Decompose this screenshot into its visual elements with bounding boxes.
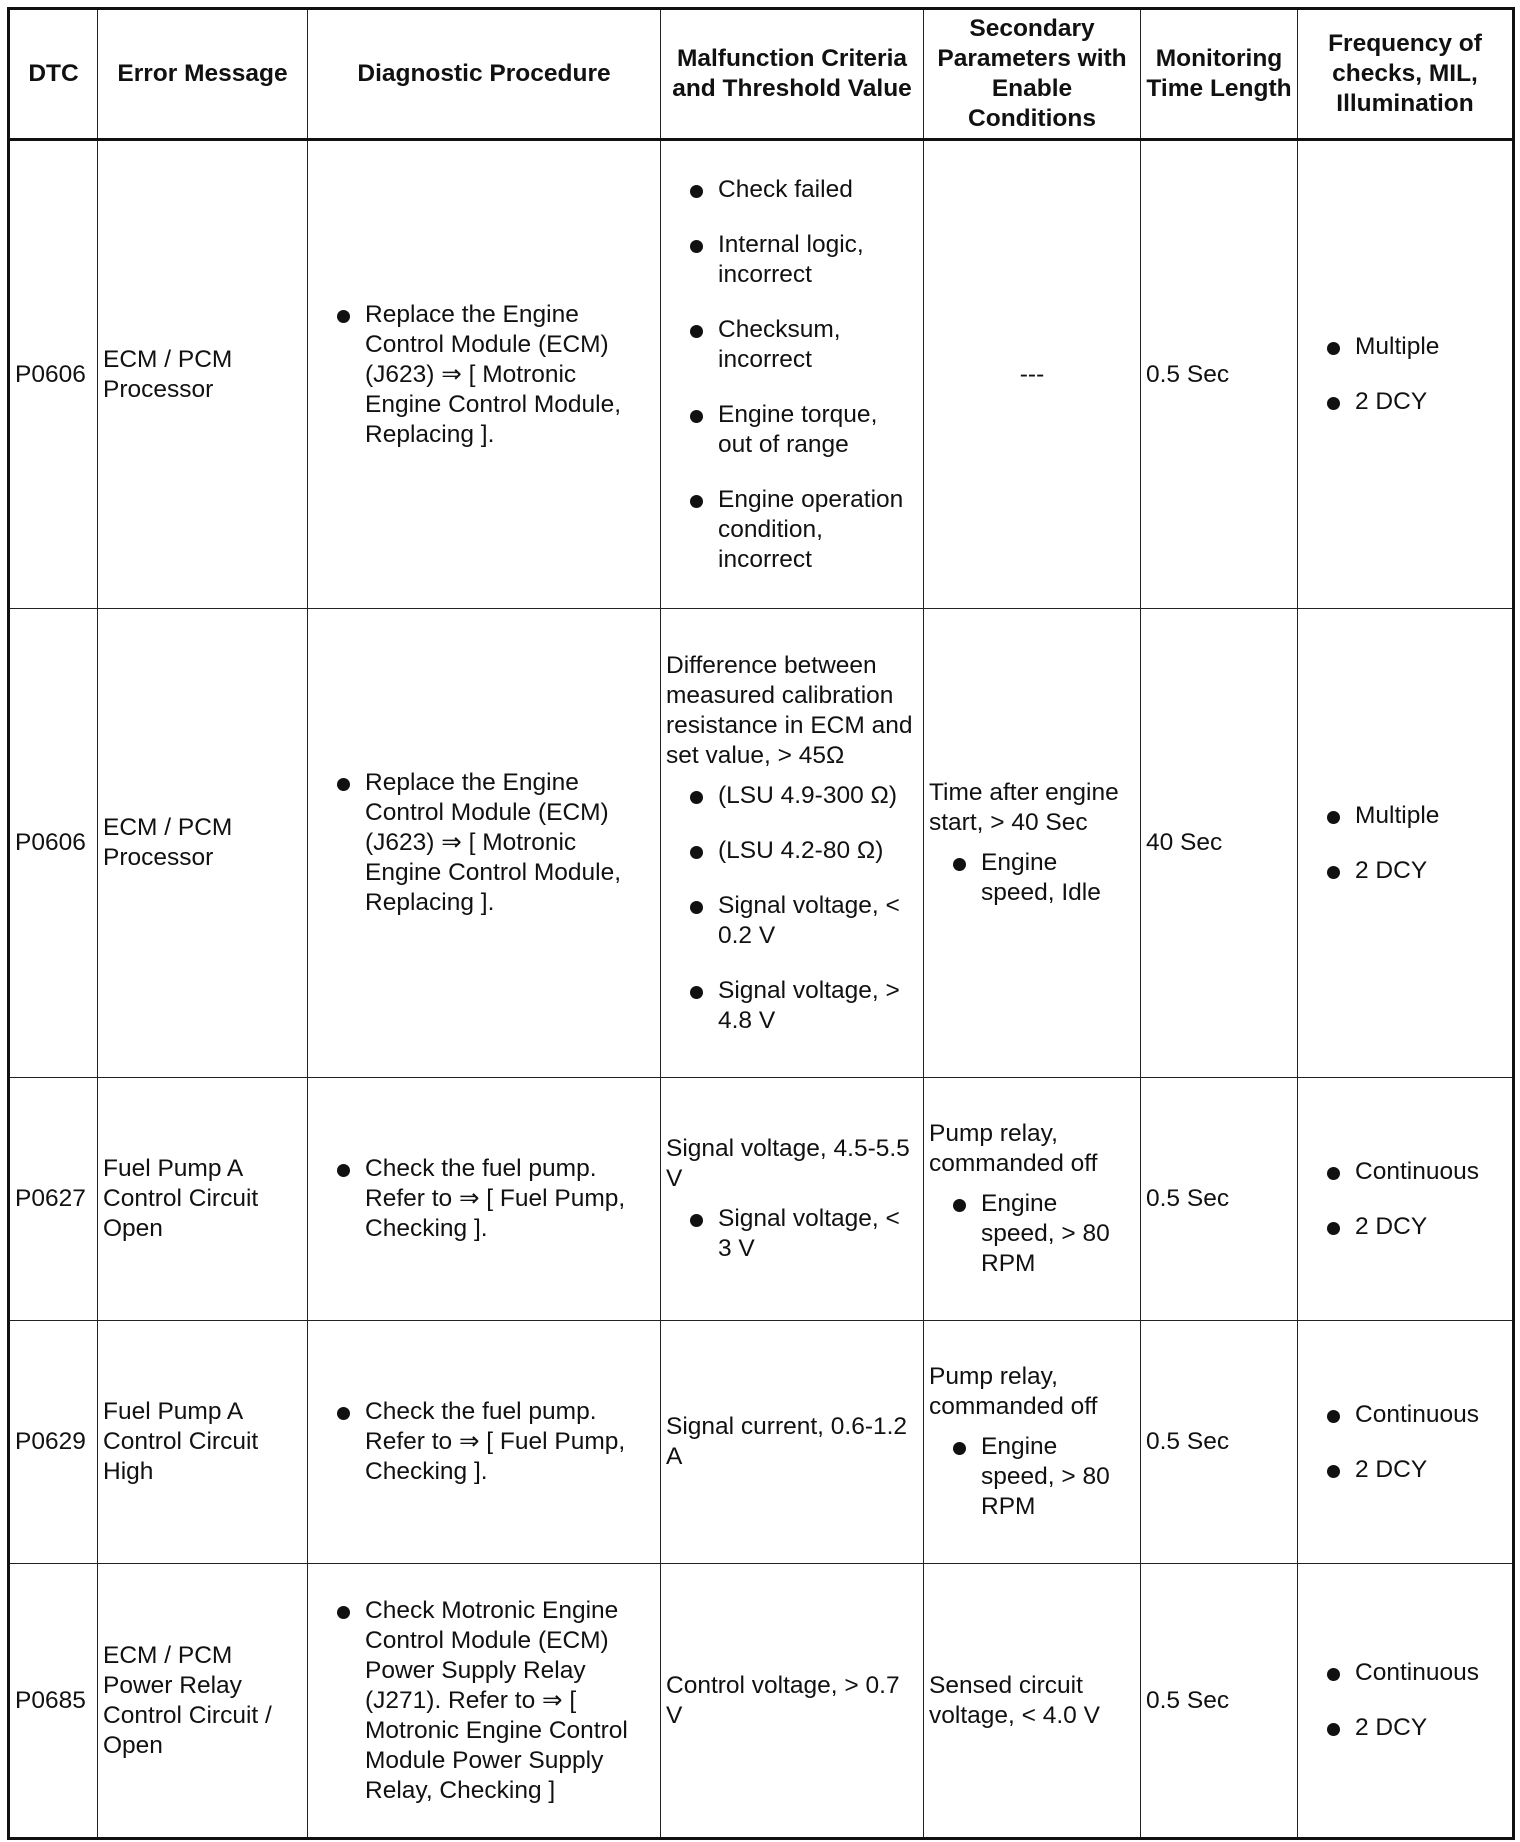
procedure-item: Check Motronic Engine Control Module (ECM) Power Supply Relay (J271). Refer to ⇒ [ Motronic Engine Control Module Power Supply Relay, Checking ] bbox=[335, 1596, 655, 1806]
diagnostic-procedure bbox=[308, 140, 661, 609]
table-row bbox=[9, 1564, 1514, 1839]
table-row bbox=[9, 609, 1514, 1078]
header-error-message: Error Message bbox=[98, 9, 308, 140]
error-message: ECM / PCM Processor bbox=[98, 609, 308, 1078]
criteria-text: Signal voltage, 4.5-5.5 V bbox=[666, 1135, 910, 1192]
dtc-code: P0606 bbox=[9, 140, 98, 609]
secondary-parameters bbox=[924, 1321, 1141, 1564]
procedure-item: Check the fuel pump. Refer to ⇒ [ Fuel Pump, Checking ]. bbox=[335, 1397, 655, 1487]
table-row bbox=[9, 140, 1514, 609]
procedure-item: Replace the Engine Control Module (ECM) (J623) ⇒ [ Motronic Engine Control Module, Replacing ]. bbox=[335, 768, 655, 918]
dtc-code: P0606 bbox=[9, 609, 98, 1078]
dtc-code: P0685 bbox=[9, 1564, 98, 1839]
frequency bbox=[1298, 140, 1514, 609]
frequency bbox=[1298, 1321, 1514, 1564]
monitoring-time: 0.5 Sec bbox=[1141, 140, 1298, 609]
frequency-item: 2 DCY bbox=[1325, 856, 1507, 886]
criteria-item: Checksum, incorrect bbox=[688, 315, 918, 375]
frequency-item: Continuous bbox=[1325, 1400, 1507, 1430]
malfunction-criteria: Signal current, 0.6-1.2 A bbox=[661, 1321, 924, 1564]
secondary-item: Engine speed, > 80 RPM bbox=[951, 1189, 1135, 1279]
frequency-item: 2 DCY bbox=[1325, 1713, 1507, 1743]
procedure-item: Replace the Engine Control Module (ECM) (J623) ⇒ [ Motronic Engine Control Module, Replacing ]. bbox=[335, 300, 655, 450]
frequency-item: Continuous bbox=[1325, 1658, 1507, 1688]
criteria-item: Signal voltage, < 3 V bbox=[688, 1204, 918, 1264]
criteria-item: (LSU 4.2-80 Ω) bbox=[688, 836, 918, 866]
criteria-item: Check failed bbox=[688, 175, 918, 205]
secondary-parameters bbox=[924, 1078, 1141, 1321]
secondary-parameters: Sensed circuit voltage, < 4.0 V bbox=[924, 1564, 1141, 1839]
monitoring-time: 0.5 Sec bbox=[1141, 1321, 1298, 1564]
header-frequency: Frequency of checks, MIL, Illumination bbox=[1298, 9, 1514, 140]
header-diagnostic-procedure: Diagnostic Procedure bbox=[308, 9, 661, 140]
criteria-item: Signal voltage, < 0.2 V bbox=[688, 891, 918, 951]
frequency bbox=[1298, 1078, 1514, 1321]
criteria-item: Engine torque, out of range bbox=[688, 400, 918, 460]
criteria-item: (LSU 4.9-300 Ω) bbox=[688, 781, 918, 811]
malfunction-criteria bbox=[661, 140, 924, 609]
frequency bbox=[1298, 609, 1514, 1078]
criteria-item: Internal logic, incorrect bbox=[688, 230, 918, 290]
secondary-item: Engine speed, > 80 RPM bbox=[951, 1432, 1135, 1522]
criteria-item: Engine operation condition, incorrect bbox=[688, 485, 918, 575]
header-dtc: DTC bbox=[9, 9, 98, 140]
secondary-text: Pump relay, commanded off bbox=[929, 1120, 1098, 1177]
secondary-text: Time after engine start, > 40 Sec bbox=[929, 779, 1119, 836]
diagnostic-procedure bbox=[308, 1564, 661, 1839]
malfunction-criteria: Control voltage, > 0.7 V bbox=[661, 1564, 924, 1839]
diagnostic-procedure bbox=[308, 1078, 661, 1321]
monitoring-time: 40 Sec bbox=[1141, 609, 1298, 1078]
diagnostic-procedure bbox=[308, 609, 661, 1078]
dtc-code: P0627 bbox=[9, 1078, 98, 1321]
frequency-item: Continuous bbox=[1325, 1157, 1507, 1187]
frequency-item: 2 DCY bbox=[1325, 1212, 1507, 1242]
error-message: Fuel Pump A Control Circuit Open bbox=[98, 1078, 308, 1321]
monitoring-time: 0.5 Sec bbox=[1141, 1078, 1298, 1321]
error-message: ECM / PCM Power Relay Control Circuit / Open bbox=[98, 1564, 308, 1839]
monitoring-time: 0.5 Sec bbox=[1141, 1564, 1298, 1839]
malfunction-criteria bbox=[661, 609, 924, 1078]
table-row bbox=[9, 1078, 1514, 1321]
secondary-parameters bbox=[924, 609, 1141, 1078]
frequency-item: Multiple bbox=[1325, 332, 1507, 362]
dtc-code: P0629 bbox=[9, 1321, 98, 1564]
secondary-parameters: --- bbox=[924, 140, 1141, 609]
dtc-table-container bbox=[7, 7, 1512, 1837]
dtc-table bbox=[7, 7, 1515, 1840]
frequency bbox=[1298, 1564, 1514, 1839]
malfunction-criteria bbox=[661, 1078, 924, 1321]
secondary-item: Engine speed, Idle bbox=[951, 848, 1135, 908]
header-row bbox=[9, 9, 1514, 140]
procedure-item: Check the fuel pump. Refer to ⇒ [ Fuel Pump, Checking ]. bbox=[335, 1154, 655, 1244]
error-message: ECM / PCM Processor bbox=[98, 140, 308, 609]
diagnostic-procedure bbox=[308, 1321, 661, 1564]
header-malfunction-criteria: Malfunction Criteria and Threshold Value bbox=[661, 9, 924, 140]
criteria-text: Difference between measured calibration resistance in ECM and set value, > 45Ω bbox=[666, 651, 913, 769]
table-row bbox=[9, 1321, 1514, 1564]
criteria-item: Signal voltage, > 4.8 V bbox=[688, 976, 918, 1036]
header-secondary-parameters: Secondary Parameters with Enable Conditions bbox=[924, 9, 1141, 140]
secondary-text: Pump relay, commanded off bbox=[929, 1363, 1098, 1420]
frequency-item: Multiple bbox=[1325, 801, 1507, 831]
frequency-item: 2 DCY bbox=[1325, 1455, 1507, 1485]
header-monitoring-time: Monitoring Time Length bbox=[1141, 9, 1298, 140]
error-message: Fuel Pump A Control Circuit High bbox=[98, 1321, 308, 1564]
frequency-item: 2 DCY bbox=[1325, 387, 1507, 417]
